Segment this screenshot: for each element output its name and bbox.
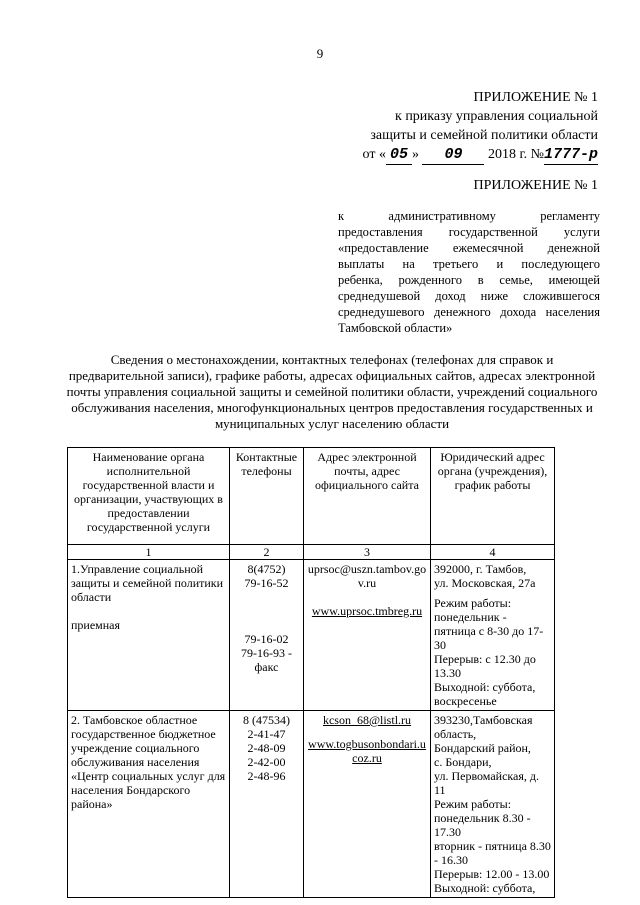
header-cell: Адрес электронной почты, адрес официального сайта xyxy=(304,448,431,545)
table-row xyxy=(68,560,555,711)
date-mid: » xyxy=(411,147,419,162)
appendix-date-line xyxy=(338,145,598,165)
column-number: 3 xyxy=(304,545,431,560)
column-number: 4 xyxy=(431,545,555,560)
address-line: Бондарский район, xyxy=(434,741,531,755)
website-link[interactable]: www.uprsoc.tmbreg.ru xyxy=(311,604,423,618)
date-day: 05 xyxy=(386,145,412,165)
phone: 79-16-52 xyxy=(244,576,289,590)
schedule: Режим работы: понедельник - пятница с 8-30 до 17-30 xyxy=(434,596,544,652)
date-prefix: от « xyxy=(362,147,386,162)
appendix-reg-text xyxy=(338,208,600,336)
phone: 2-41-47 xyxy=(247,727,286,741)
table-row xyxy=(68,711,555,898)
date-month: 09 xyxy=(422,145,484,165)
appendix-title: ПРИЛОЖЕНИЕ № 1 xyxy=(473,90,598,105)
header-cell: Контактные телефоны xyxy=(230,448,304,545)
phone: 8(4752) xyxy=(247,562,286,576)
schedule: понедельник 8.30 - 17.30 xyxy=(434,811,531,839)
email-address[interactable]: uprsoc@uszn.tambov.gov.ru xyxy=(307,562,427,590)
org-name-cell xyxy=(68,711,230,898)
reg-line: среднедушевого денежного дохода населения xyxy=(338,305,600,319)
address-cell xyxy=(431,560,555,711)
reception-label: приемная xyxy=(71,618,121,632)
break-time: Перерыв: с 12.30 до 13.30 xyxy=(434,652,536,680)
org-name: 2. Тамбовское областное государственное бюджетное учреждение социального обслуживания населения «Центр социальных услуг для населения Бондарского района» xyxy=(71,713,226,811)
address-line: ул. Московская, 27а xyxy=(434,576,536,590)
reg-line: среднедушевой доход ниже сложившегося xyxy=(338,289,600,303)
address-line: ул. Первомайская, д. 11 xyxy=(434,769,539,797)
appendix-line-1: к приказу управления социальной xyxy=(395,109,598,124)
table-number-row xyxy=(68,545,555,560)
appendix-reg-title: ПРИЛОЖЕНИЕ № 1 xyxy=(473,178,598,193)
table-header-row xyxy=(68,448,555,545)
email-cell xyxy=(304,711,431,898)
reg-line: ребенка, рожденного в семье, имеющей xyxy=(338,273,600,287)
address-line: с. Бондари, xyxy=(434,755,492,769)
date-year: 2018 г. № xyxy=(487,147,544,162)
column-number: 1 xyxy=(68,545,230,560)
reg-line: предоставления государственной услуги xyxy=(338,225,600,239)
phone: 2-48-09 xyxy=(247,741,286,755)
reg-line: к административному регламенту xyxy=(338,209,600,223)
days-off: Выходной: суббота, xyxy=(434,881,536,895)
phone: 2-42-00 xyxy=(247,755,286,769)
phone: 8 (47534) xyxy=(243,713,290,727)
org-name: 1.Управление социальной защиты и семейной политики области xyxy=(71,562,224,604)
org-name-cell xyxy=(68,560,230,711)
phone: 79-16-93 - факс xyxy=(241,646,292,674)
reg-line: выплаты на третьего и последующего xyxy=(338,257,600,271)
column-number: 2 xyxy=(230,545,304,560)
header-cell: Наименование органа исполнительной государственной власти и организации, участвующих в предоставлении государственной услуги xyxy=(68,448,230,545)
schedule-title: Режим работы: xyxy=(434,797,512,811)
phone: 79-16-02 xyxy=(244,632,289,646)
address-line: 392000, г. Тамбов, xyxy=(434,562,527,576)
appendix-line-2: защиты и семейной политики области xyxy=(370,128,598,143)
address-line: 393230,Тамбовская область, xyxy=(434,713,533,741)
order-number: 1777-р xyxy=(543,146,598,163)
phones-cell xyxy=(230,560,304,711)
intro-paragraph: Сведения о местонахождении, контактных телефонах (телефонах для справок и предварительной записи), графике работы, адресах официальных сайтов, адресах электронной почты управления социальной защиты и семейной политики области, учреждений социального обслуживания населения, многофункциональных центров предоставления государственных и муниципальных услуг населению области xyxy=(66,352,598,431)
website-link[interactable]: www.togbusonbondari.ucoz.ru xyxy=(308,737,426,765)
page-number: 9 xyxy=(316,46,324,61)
break-time: Перерыв: 12.00 - 13.00 xyxy=(434,867,550,881)
address-cell xyxy=(431,711,555,898)
reg-line: «предоставление ежемесячной денежной xyxy=(338,241,600,255)
schedule: вторник - пятница 8.30 - 16.30 xyxy=(434,839,551,867)
header-cell: Юридический адрес органа (учреждения), график работы xyxy=(431,448,555,545)
reg-line: Тамбовской области» xyxy=(338,321,453,335)
contacts-table xyxy=(67,447,555,898)
days-off: Выходной: суббота, воскресенье xyxy=(434,680,536,708)
email-cell xyxy=(304,560,431,711)
phones-cell xyxy=(230,711,304,898)
phone: 2-48-96 xyxy=(247,769,286,783)
email-address[interactable]: kcson_68@listl.ru xyxy=(322,713,412,727)
